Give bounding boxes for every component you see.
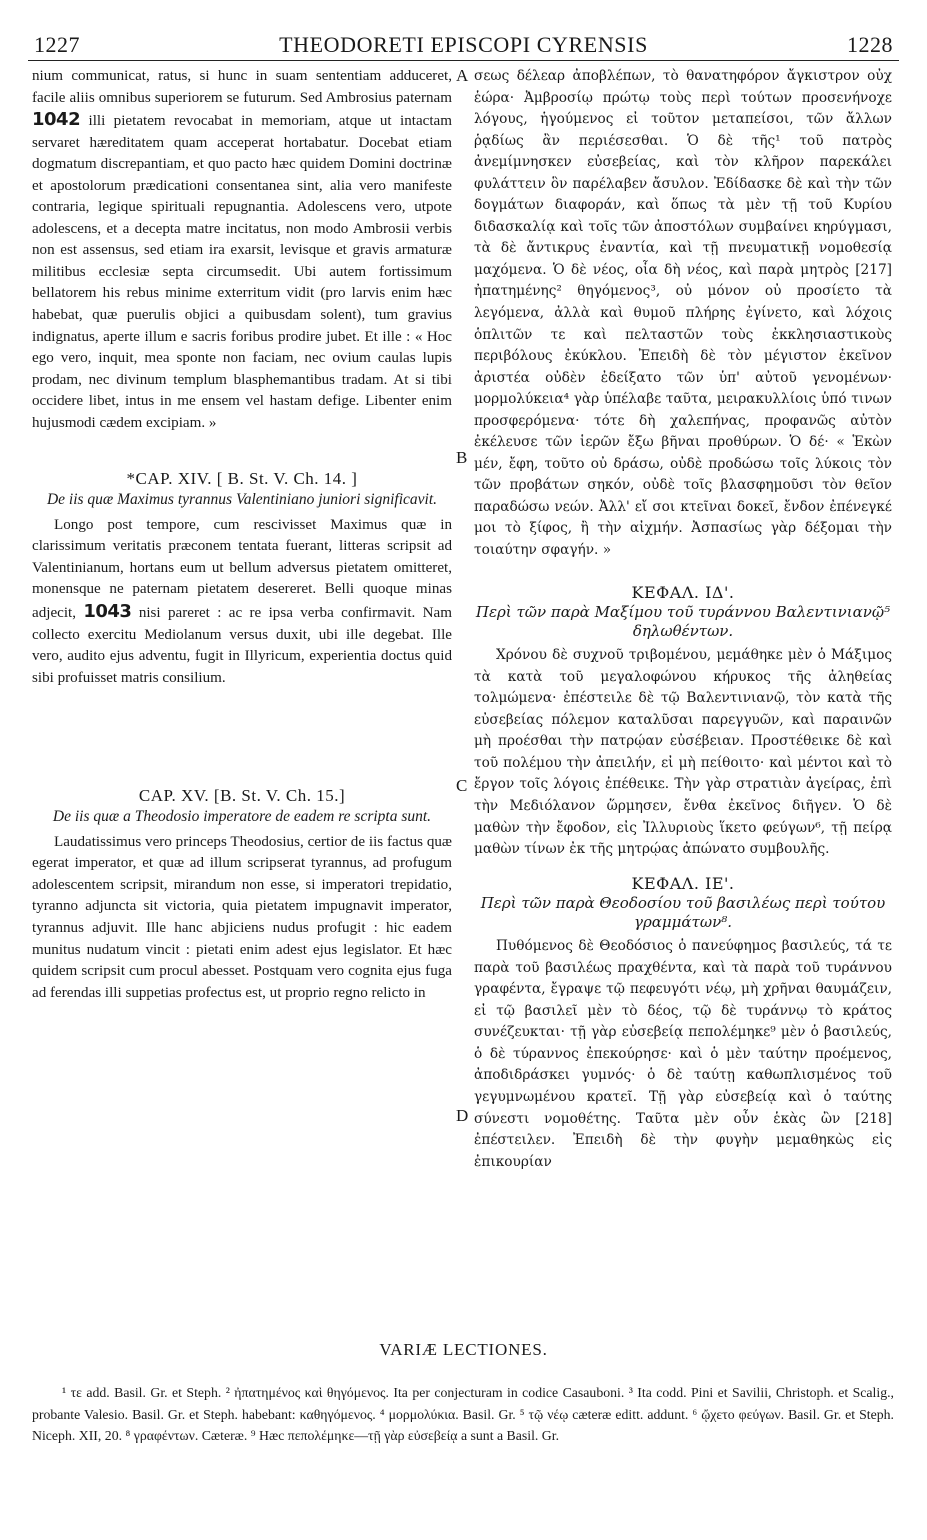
greek-chapter-15-subtitle: Περὶ τῶν παρὰ Θεοδοσίου τοῦ βασιλέως περὶ τούτου γραμμάτων⁸. <box>480 894 886 932</box>
margin-marker-c: C <box>456 776 468 795</box>
latin-text: nisi pareret : ac re ipsa verba confirmavit. Nam collecto exercitu Mediolanum versus duxit, ubi ille degebat. Ille vero, audito ejus adventu, fugit in Illyricum, experientia doctus quid sibi profuisset matris consilium. <box>32 605 452 686</box>
margin-marker-b: B <box>456 448 468 467</box>
latin-chapter-15-heading: CAP. XV. [B. St. V. Ch. 15.] <box>138 786 346 806</box>
latin-chapter-14-heading: *CAP. XIV. [ B. St. V. Ch. 14. ] <box>126 469 358 489</box>
latin-chapter-15-subtitle: De iis quæ a Theodosio imperatore de eadem re scripta sunt. <box>52 807 432 825</box>
margin-marker-a: A <box>456 66 469 85</box>
column-number-1042: 1042 <box>32 109 81 131</box>
footnote-text: ¹ τε add. Basil. Gr. et Steph. ² ἠπατημένος καὶ θηγόμενος. Ita per conjecturam in codice Casauboni. ³ Ita codd. Pini et Savilii, Christoph. et Scalig., probante Valesio. Basil. Gr. et Steph. habebant: καθηγόμενος. ⁴ μορμολύκια. Basil. Gr. ⁵ τῷ νέῳ cæteræ editt. addunt. ⁶ ᾤχετο φεύγων. Basil. Gr. et Steph. Niceph. XII, 20. ⁸ γραφέντων. Cæteræ. ⁹ Hæc πεπολέμηκε—τῇ γὰρ εὐσεβείᾳ a sunt a Basil. Gr. <box>32 1385 894 1443</box>
latin-paragraph-1 <box>32 66 452 434</box>
column-number-1043: 1043 <box>83 601 132 623</box>
greek-chapter-14-subtitle: Περὶ τῶν παρὰ Μαξίμου τοῦ τυράννου Βαλεντινιανῷ⁵ δηλωθέντων. <box>475 603 891 641</box>
latin-text: nium communicat, ratus, si hunc in suam sententiam adduceret, facile aliis omnibus superiorem se futurum. Sed Ambrosius paternam <box>32 68 452 106</box>
greek-chapter-15-heading: ΚΕΦΑΛ. ΙΕ'. <box>631 873 735 893</box>
latin-paragraph-2 <box>32 515 452 689</box>
latin-chapter-14-subtitle: De iis quæ Maximus tyrannus Valentiniano juniori significavit. <box>46 490 438 508</box>
greek-chapter-14-heading: ΚΕΦΑΛ. ΙΔ'. <box>631 582 735 602</box>
page-number-left: 1227 <box>34 32 80 57</box>
greek-paragraph-2: Χρόνου δὲ συχνοῦ τριβομένου, μεμάθηκε μὲν ὁ Μάξιμος τὰ κατὰ τοῦ μεγαλοφώνου κήρυκος τῆς ἀληθείας τολμώμενα· ἐπέστειλε δὲ τῷ Βαλεντινιανῷ, τὸν κατὰ τῆς εὐσεβείας πόλεμον καταλῦσαι παρεγγυῶν, καὶ παραινῶν μὴ προέσθαι τὴν πατρῴαν εὐσέβειαν. Προστέθεικε δὲ καὶ τοῦ πολέμου τὴν ἀπειλήν, εἰ μὴ πείθοιτο· καὶ μέντοι καὶ τὸ ἔργον τοῖς λόγοις ἐπέθεικε. Τὴν γὰρ στρατιὰν ἀγείρας, ἐπὶ τὴν Μεδιόλανον ὥρμησεν, ἔνθα ἐκεῖνος διῆγεν. Ὁ δὲ μαθὼν τὴν ἔφοδον, εἰς Ἰλλυριοὺς ἵκετο φεύγων⁶, τῇ πείρᾳ μαθὼν τίνων ἐκ τῆς μητρῴας ἀπώνατο συμβουλῆς. <box>474 647 892 858</box>
page-number-right: 1228 <box>847 32 893 57</box>
margin-marker-d: D <box>456 1106 469 1125</box>
footnotes <box>32 1382 894 1447</box>
running-title: THEODORETI EPISCOPI CYRENSIS <box>279 32 648 57</box>
variae-lectiones-heading: VARIÆ LECTIONES. <box>379 1340 548 1359</box>
running-header <box>28 30 899 61</box>
greek-paragraph-3: Πυθόμενος δὲ Θεοδόσιος ὁ πανεύφημος βασιλεύς, τά τε παρὰ τοῦ βασιλέως πραχθέντα, καὶ τὰ παρὰ τοῦ τυράννου γραφέντα, ἔγραψε τῷ πεφευγότι νέῳ, μὴ χρῆναι θαυμάζειν, εἰ τῷ βασιλεῖ μὲν τὸ δέος, τῷ δὲ τυράννῳ τὸ κράτος συνέζευκται· τῇ γὰρ εὐσεβείᾳ πεπολέμηκε⁹ μὲν ὁ βασιλεύς, ὁ δὲ τύραννος ἐπεκούρησε· καὶ ὁ μὲν ταύτην προέμενος, ἀποδιδράσκει γυμνός· ὁ δὲ ταύτῃ καθωπλισμένος τοῦ γεγυμνωμένου κρατεῖ. Τῇ γὰρ εὐσεβείᾳ καὶ ὁ ταύτης σύνεστι νομοθέτης. Ταῦτα μὲν οὖν ἑκὰς ὢν [218] ἐπέστειλεν. Ἐπειδὴ δὲ τὴν φυγὴν μεμαθηκὼς εἰς ἐπικουρίαν <box>474 938 892 1170</box>
latin-paragraph-3: Laudatissimus vero princeps Theodosius, certior de iis factus quæ egerat imperator, et quæ ad illum scripserat tyrannus, ad profugum adolescentem scripsit, mirandum non esse, si imperatori trepidatio, tyranno adjuncta sit victoria, quia pietatem impugnavit imperator, tyrannus adjuvit. Ille hanc abjiciens nudus profugit : hic eadem munitus nudatum vincit : pietati enim adest ejus legislator. Et hæc quidem scripsit cum procul abesset. Postquam vero cognita ejus fuga ad ferendas illi suppetias profectus est, ut proprio regno relicto in <box>32 833 452 1001</box>
latin-text: Longo post tempore, cum rescivisset Maximus quæ in clarissimum veritatis præconem tentata fuerant, litteras scripsit ad Valentinianum, hortans eum ut bellum adversus pietatem omitteret, monensque ne paternam pietatem desereret. Belli quoque minas adjecit, <box>32 516 452 622</box>
greek-column <box>474 66 892 1173</box>
latin-column <box>32 66 452 1004</box>
greek-paragraph-1: σεως δέλεαρ ἀποβλέπων, τὸ θανατηφόρον ἄγκιστρον οὐχ ἑώρα· Ἀμβροσίῳ πρώτῳ τοὺς περὶ τούτων προσενήνοχε λόγους, ἡγούμενος εἰ τοῦτον μεταπείσοι, τῶν ἄλλων ῥᾳδίως ἂν περιέσεσθαι. Ὁ δὲ τῆς¹ τοῦ πατρὸς ἀνεμίμνησκεν εὐσεβείας, καὶ τὸν κλῆρον παρεκάλει φυλάττειν ὃν παρέλαβεν ἄσυλον. Ἐδίδασκε δὲ καὶ τὴν τῶν δογμάτων διαφοράν, καὶ ὅπως τὰ μὲν τῇ τοῦ Κυρίου διδασκαλίᾳ καὶ τοῖς τῶν ἀποστόλων συμβαίνει κηρύγμασι, τὰ δὲ ἄντικρυς ἐναντία, καὶ τῇ πνευματικῇ νομοθεσίᾳ μαχόμενα. Ὁ δὲ νέος, οἷα δὴ νέος, καὶ παρὰ μητρὸς [217] ἠπατημένης² θηγόμενος³, οὐ μόνον οὐ προσίετο τὰ λεγόμενα, ἀλλὰ καὶ θυμοῦ πλήρης ἐγίνετο, καὶ λόχοις ὁπλιτῶν τε καὶ πελταστῶν τοὺς ἐκκλησιαστικοὺς περιβόλους ἐκύκλου. Ἐπειδὴ δὲ τὸν μέγιστον ἐκεῖνον ἀριστέα οὐδὲν ἐδείξατο τῶν ὑπ' αὐτοῦ γενομένων· μορμολύκεια⁴ γὰρ ὑπέλαβε ταῦτα, μειρακυλλίοις ὑπό τινων προσφερόμενα· τότε δὴ χαλεπήνας, προφανῶς αὐτὸν ἐκέλευσε τῶν ἱερῶν ἔξω βῆναι προθύρων. Ὁ δέ· « Ἑκὼν μέν, ἔφη, τοῦτο οὐ δράσω, οὐδὲ προδώσω τοῖς λύκοις τὸν τῶν προβάτων σηκόν, οὐδὲ τοῖς βλασφημοῦσι τὸν θεῖον παραδώσω νεών. Ἀλλ' εἴ σοι κτεῖναι δοκεῖ, ἔνδον ἐπένεγκέ μοι τὸ ξίφος, ἢ τὴν αἰχμήν. Ἀσπασίως γὰρ δέξομαι τὴν τοιαύτην σφαγήν. » <box>474 68 892 559</box>
latin-text: illi pietatem revocabat in memoriam, atque ut intactam servaret hæreditatem quam acceperat hortabatur. Docebat etiam dogmatum discrepantiam, et quo pacto hæc quidem Domini doctrinæ et apostolorum prædicationi consentanea sint, alia vero manifeste contraria, legique spirituali repugnantia. Adolescens vero, utpote adolescens, et a decepta matre incitatus, non modo Ambrosii verbis non est assensus, sed etiam ira exarsit, levisque et gravis armaturæ militibus ecclesiæ septa circumsedit. Ubi autem fortissimum bellatorem his rebus minime exterritum vidit (pro larvis enim hæc habebat, quæ puerulis objici a quibusdam solent), tum gravius indignatus, aperte illum e sacris foribus prodire jubet. Et ille : « Hoc ego vero, inquit, mea sponte non faciam, nec ovium caulas lupis prodam, nec divinum templum blasphemantibus tradam. At si tibi occidere libet, intus in me ensem vel hastam defige. Libenter enim hujusmodi cædem excipiam. » <box>32 113 452 431</box>
